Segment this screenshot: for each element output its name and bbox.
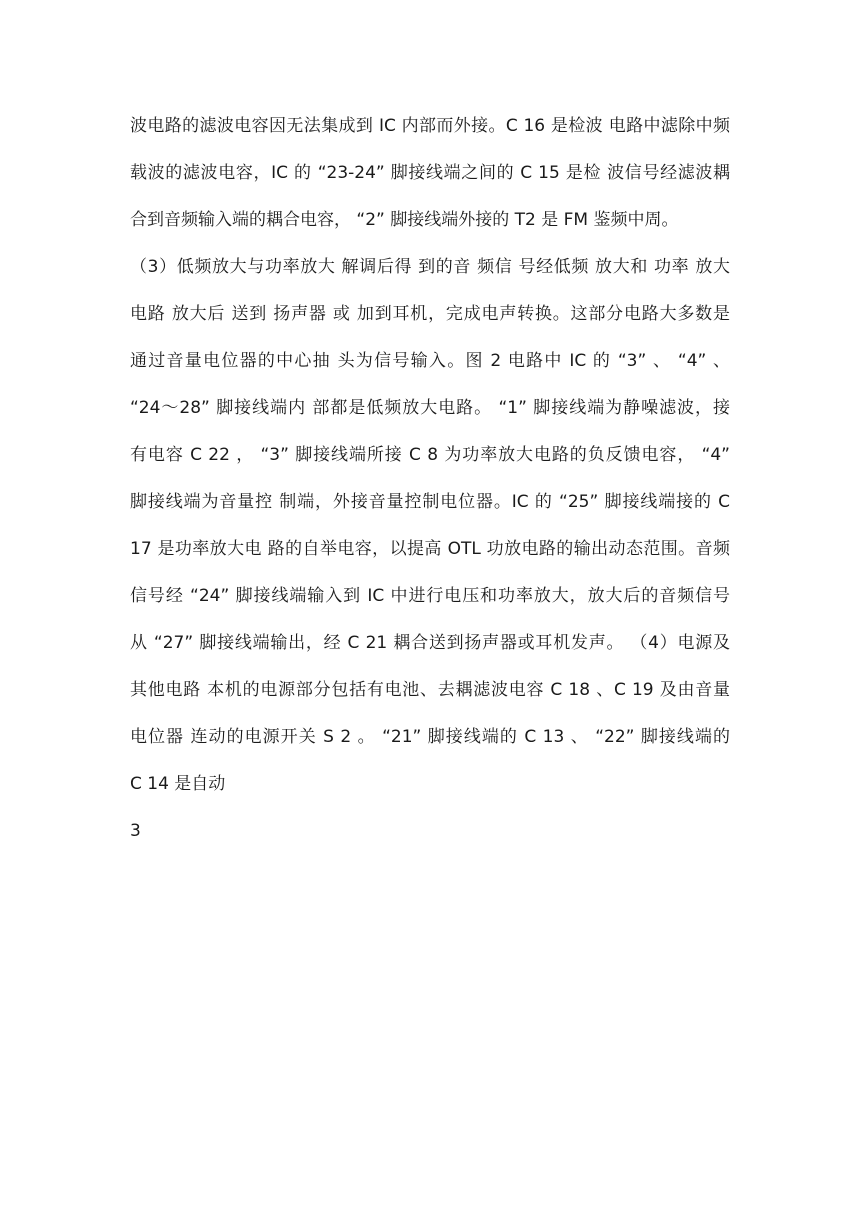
text-line: 通过音量电位器的中心抽 头为信号输入。图 2 电路中 IC 的 “3” 、 “4” 、 xyxy=(130,351,730,371)
text-line: 电位器 连动的电源开关 S 2 。 “21” 脚接线端的 C 13 、 “22” 脚接线端的 xyxy=(130,727,730,747)
text-line: “24～28” 脚接线端内 部都是低频放大电路。 “1” 脚接线端为静噪滤波，接 xyxy=(130,398,730,418)
text-line: 脚接线端为音量控 制端，外接音量控制电位器。IC 的 “25” 脚接线端接的 C xyxy=(130,492,730,512)
text-line: 电路 放大后 送到 扬声器 或 加到耳机，完成电声转换。这部分电路大多数是 xyxy=(130,304,730,324)
text-line: 其他电路 本机的电源部分包括有电池、去耦滤波电容 C 18 、C 19 及由音量 xyxy=(130,680,730,700)
text-line: 合到音频输入端的耦合电容， “2” 脚接线端外接的 T2 是 FM 鉴频中周。 xyxy=(130,210,679,230)
text-line: 17 是功率放大电 路的自举电容，以提高 OTL 功放电路的输出动态范围。音频 xyxy=(130,539,730,559)
text-line: 信号经 “24” 脚接线端输入到 IC 中进行电压和功率放大，放大后的音频信号 xyxy=(130,586,730,606)
text-line: 载波的滤波电容，IC 的 “23-24” 脚接线端之间的 C 15 是检 波信号经滤波耦 xyxy=(130,163,730,183)
text-line: 有电容 C 22 ， “3” 脚接线端所接 C 8 为功率放大电路的负反馈电容， “4” xyxy=(130,445,730,465)
text-line: 波电路的滤波电容因无法集成到 IC 内部而外接。C 16 是检波 电路中滤除中频 xyxy=(130,116,730,136)
text-line: C 14 是自动 xyxy=(130,774,226,794)
page-number: 3 xyxy=(130,821,141,841)
text-line: 从 “27” 脚接线端输出，经 C 21 耦合送到扬声器或耳机发声。 （4）电源及 xyxy=(130,633,730,653)
text-line: （3）低频放大与功率放大 解调后得 到的音 频信 号经低频 放大和 功率 放大 xyxy=(130,257,730,277)
